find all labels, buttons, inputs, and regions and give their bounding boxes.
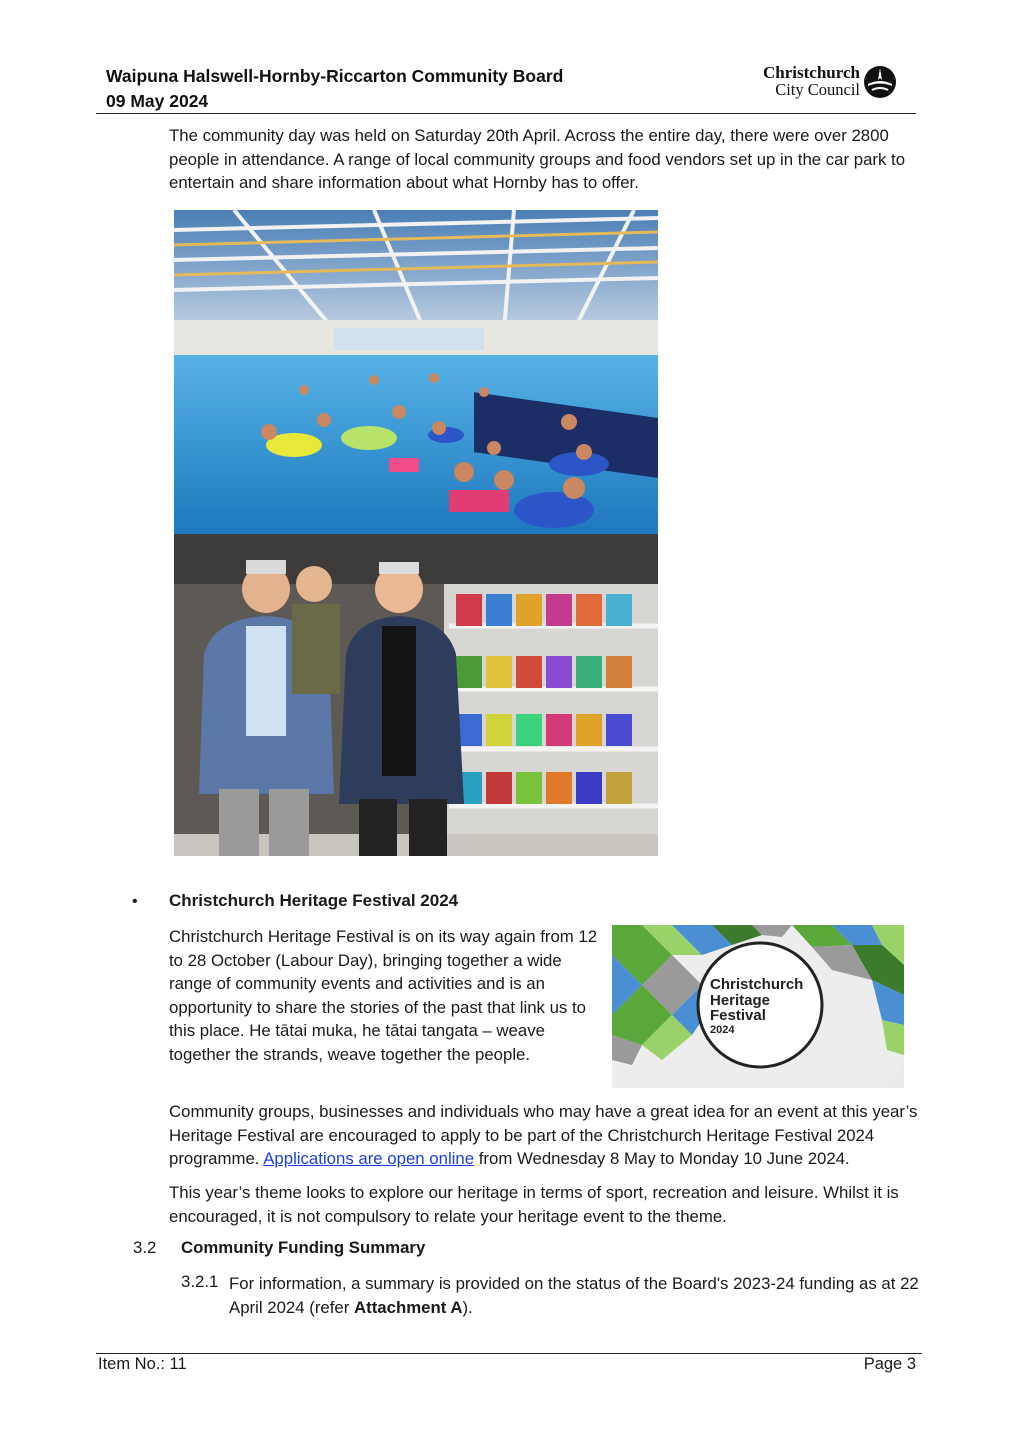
festival-logo-line-1: Christchurch [710,976,804,993]
section-number: 3.2 [133,1238,157,1257]
festival-description: Christchurch Heritage Festival is on its way again from 12 to 28 October (Labour Day), bringing together a wide range of community events and activities and is an opportunity to share the stories of the past that link us to this place. He tātai muka, he tātai tangata – weave together the strands, weave together the people. [169,927,598,1064]
bullet-marker: • [132,893,138,910]
applications-open-online-link[interactable]: Applications are open online [263,1149,475,1169]
logo-line-2: City Council [775,80,860,99]
festival-logo-line-2: Heritage [710,992,771,1009]
board-name: Waipuna Halswell-Hornby-Riccarton Community Board [106,66,564,86]
applications-text-before: Community groups, businesses and individuals who may have a great idea for an event at this year’s Heritage Festival are encouraged to apply to be part of the Christchurch Heritage Festival 2024 programme. [169,1102,918,1169]
festival-logo-year: 2024 [710,1024,735,1036]
meeting-date: 09 May 2024 [106,91,209,111]
page-footer [96,1353,922,1373]
community-day-paragraph: The community day was held on Saturday 20th April. Across the entire day, there were over 2800 people in attendance. A range of local community groups and food vendors set up in the car park to entertain and share information about what Hornby has to offer. [169,126,906,193]
item-number: Item No.: 11 [98,1355,187,1373]
logo-line-1: Christchurch [763,63,860,82]
applications-paragraph [169,1100,929,1171]
section-title: Community Funding Summary [181,1238,426,1257]
subsection-text-before: For information, a summary is provided on the status of the Board's 2023-24 funding as at 22 April 2024 (refer [229,1274,919,1317]
heritage-festival-logo [612,925,904,1088]
logo-text [763,64,860,98]
attachment-reference: Attachment A [354,1297,463,1317]
pool-photo [174,210,658,534]
applications-text-after: from Wednesday 8 May to Monday 10 June 2024. [478,1149,850,1169]
header-text [106,64,563,114]
page-number: Page 3 [863,1355,916,1373]
subsection-text-after: ). [462,1297,473,1317]
cathedral-emblem-icon [862,64,898,100]
theme-paragraph: This year’s theme looks to explore our heritage in terms of sport, recreation and leisure. Whilst it is encouraged, it is not compulsory to relate your heritage event to the theme. [169,1183,899,1226]
subsection-number: 3.2.1 [181,1272,219,1291]
festival-logo-line-3: Festival [710,1007,766,1024]
visitors-photo [174,534,658,856]
page-header [96,60,916,114]
council-logo [748,62,898,102]
subsection-paragraph [229,1272,919,1319]
festival-heading: Christchurch Heritage Festival 2024 [169,891,459,910]
